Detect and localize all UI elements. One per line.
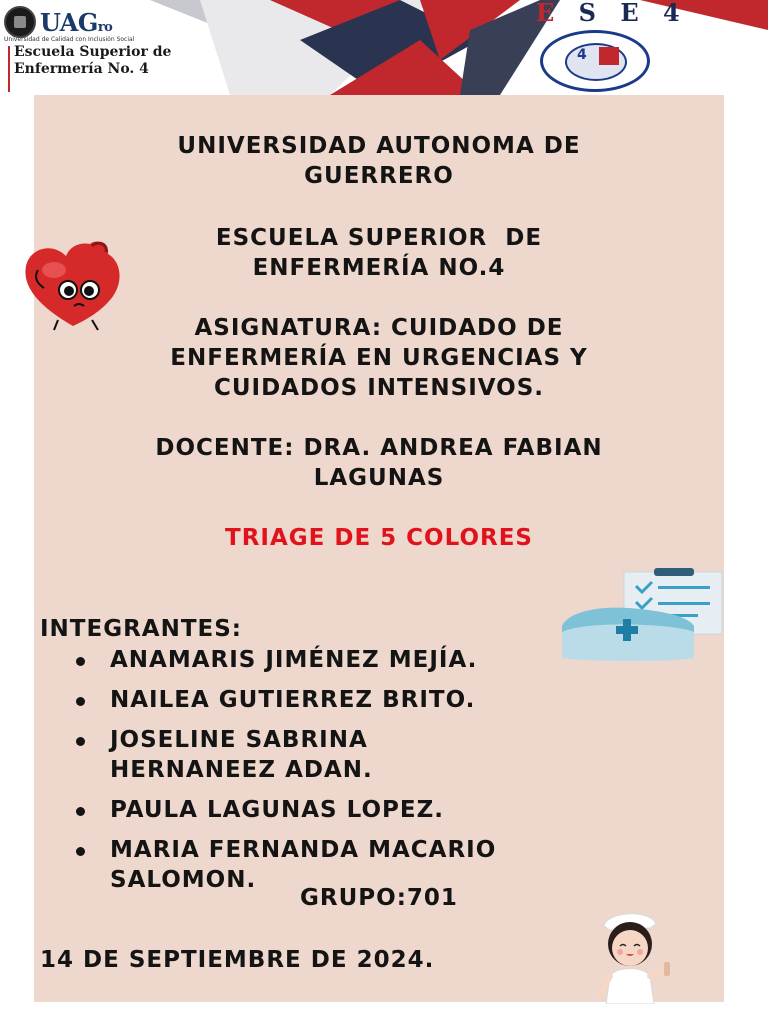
bullet-icon [76, 657, 85, 666]
school-name [14, 44, 171, 78]
members-label: INTEGRANTES: [40, 616, 243, 642]
date-label: 14 DE SEPTIEMBRE DE 2024. [40, 947, 435, 973]
cover-card [34, 95, 724, 1002]
bullet-icon [76, 697, 85, 706]
group-label: GRUPO:701 [300, 885, 458, 911]
header [0, 0, 768, 95]
heart-character-icon [18, 240, 128, 332]
university-name: UNIVERSIDAD AUTONOMA DE GUERRERO [177, 133, 581, 189]
school-title: ESCUELA SUPERIOR DE ENFERMERÍA NO.4 [215, 225, 543, 281]
topic-title: TRIAGE DE 5 COLORES [225, 525, 533, 551]
bullet-icon [76, 847, 85, 856]
list-item: NAILEA GUTIERREZ BRITO. [72, 685, 712, 715]
uag-logo [4, 6, 112, 38]
bullet-icon [76, 737, 85, 746]
list-item: JOSELINE SABRINA HERNANEEZ ADAN. [72, 725, 712, 785]
uag-tagline: Universidad de Calidad con Inclusión Social [4, 36, 135, 43]
nurse-cap-clipboard-icon [558, 566, 726, 666]
uag-logo-text: UAG [40, 7, 98, 37]
teacher-title: DOCENTE: DRA. ANDREA FABIAN LAGUNAS [155, 435, 603, 491]
bullet-icon [76, 807, 85, 816]
ese-seal-icon [540, 30, 650, 92]
ese-seal-number: 4 [577, 47, 587, 63]
list-item: MARIA FERNANDA MACARIO SALOMON. [72, 835, 712, 895]
members-list [72, 645, 712, 905]
ese-logo-text: E S E 4 [536, 0, 688, 27]
school-name-bar [8, 46, 10, 92]
school-name-line: Enfermería No. 4 [14, 61, 149, 77]
list-item: PAULA LAGUNAS LOPEZ. [72, 795, 712, 825]
nurse-character-icon [590, 904, 680, 1004]
uag-logo-suffix: ro [97, 19, 113, 35]
subject-title: ASIGNATURA: CUIDADO DE ENFERMERÍA EN URGENCIAS Y CUIDADOS INTENSIVOS. [170, 315, 588, 401]
list-item: ANAMARIS JIMÉNEZ MEJÍA. [72, 645, 712, 675]
uag-seal-icon [4, 6, 36, 38]
school-name-line: Escuela Superior de [14, 44, 172, 60]
